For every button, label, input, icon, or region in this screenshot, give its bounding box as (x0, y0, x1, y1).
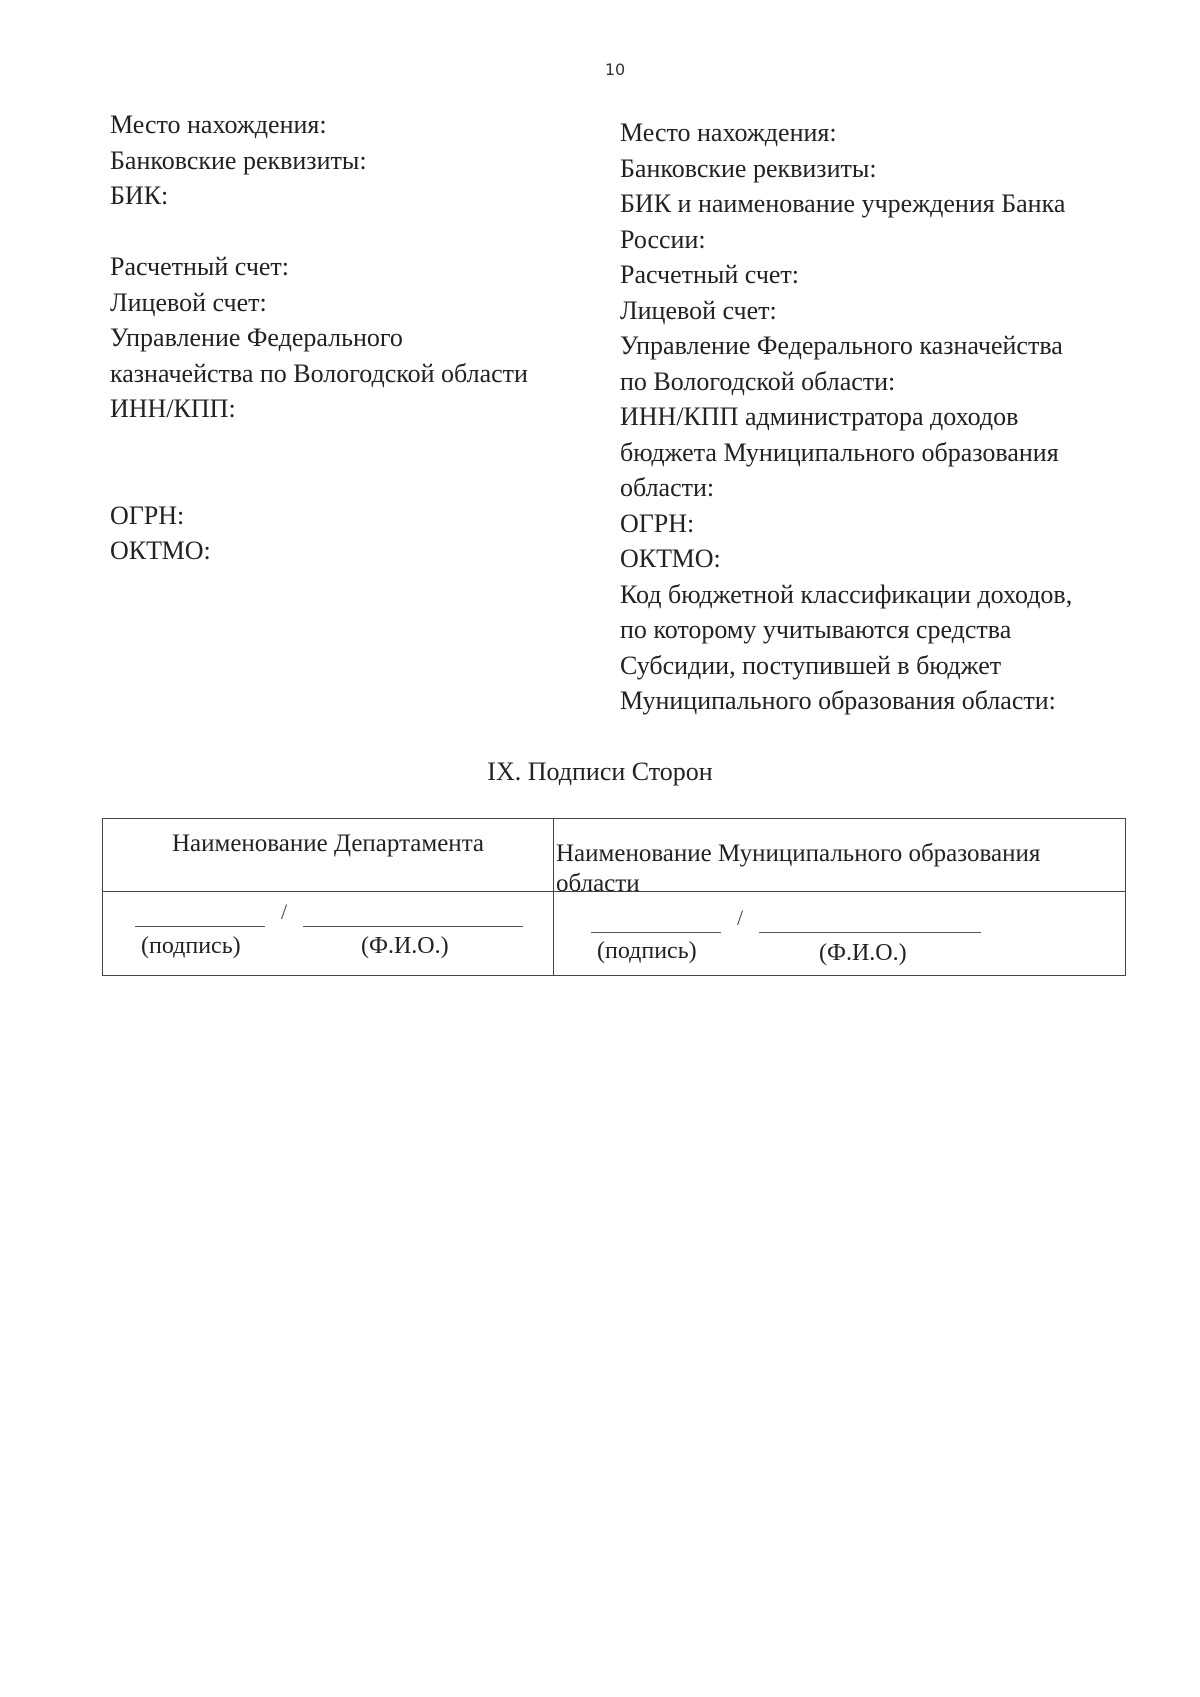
department-fio-label: (Ф.И.О.) (361, 933, 449, 959)
requisite-line: Банковские реквизиты: (620, 153, 877, 183)
requisite-line: Банковские реквизиты: (110, 145, 367, 175)
requisite-line: области: (620, 473, 715, 502)
requisite-line: ОКТМО: (110, 536, 211, 565)
requisite-line: Код бюджетной классификации доходов, (620, 579, 1073, 609)
signature-separator: / (737, 905, 744, 930)
blank-line (110, 214, 580, 250)
blank-line (110, 427, 580, 463)
municipality-fio-label: (Ф.И.О.) (819, 940, 907, 966)
requisite-line: Управление Федерального (110, 323, 403, 352)
requisite-line: БИК и наименование учреждения Банка (620, 189, 1066, 218)
requisite-line: Лицевой счет: (110, 287, 267, 317)
requisite-line: бюджета Муниципального образования (620, 437, 1059, 467)
requisite-line: ИНН/КПП: (110, 394, 236, 423)
requisite-line: по которому учитываются средства (620, 615, 1012, 644)
requisite-line: Расчетный счет: (620, 260, 800, 289)
municipality-signature-label: (подпись) (597, 938, 697, 964)
signature-table (102, 818, 1126, 976)
department-signature-line (135, 926, 265, 927)
department-requisites (110, 107, 580, 569)
requisite-line: Субсидии, поступившей в бюджет (620, 650, 1002, 680)
municipality-name-cell (556, 839, 1116, 899)
section-title: IX. Подписи Сторон (487, 757, 713, 786)
table-column-divider (553, 819, 554, 975)
requisite-line: ИНН/КПП администратора доходов (620, 402, 1019, 431)
requisite-line: Муниципального образования области: (620, 686, 1056, 715)
requisite-line: Место нахождения: (110, 110, 327, 139)
blank-line (110, 462, 580, 498)
requisite-line: Лицевой счет: (620, 295, 777, 325)
requisite-line: казначейства по Вологодской области (110, 358, 528, 388)
municipality-signature-line (591, 932, 721, 933)
requisite-line: БИК: (110, 181, 169, 210)
department-fio-line (303, 926, 523, 927)
requisite-line: ОГРН: (620, 508, 695, 538)
department-name-cell: Наименование Департамента (171, 830, 485, 857)
requisite-line: России: (620, 224, 706, 254)
requisite-line: по Вологодской области: (620, 366, 896, 396)
requisite-line: Расчетный счет: (110, 252, 290, 281)
municipality-fio-line (759, 932, 981, 933)
page-number: 10 (604, 60, 626, 79)
municipality-name-line1: Наименование Муниципального образования (556, 840, 1041, 867)
requisite-line: ОГРН: (110, 500, 185, 530)
requisite-line: Место нахождения: (620, 118, 837, 147)
signature-separator: / (281, 899, 288, 924)
municipality-name-line2: области (556, 870, 640, 897)
department-signature-label: (подпись) (141, 933, 241, 959)
requisite-line: Управление Федерального казначейства (620, 331, 1063, 360)
municipality-requisites (620, 115, 1140, 719)
requisite-line: ОКТМО: (620, 544, 721, 573)
